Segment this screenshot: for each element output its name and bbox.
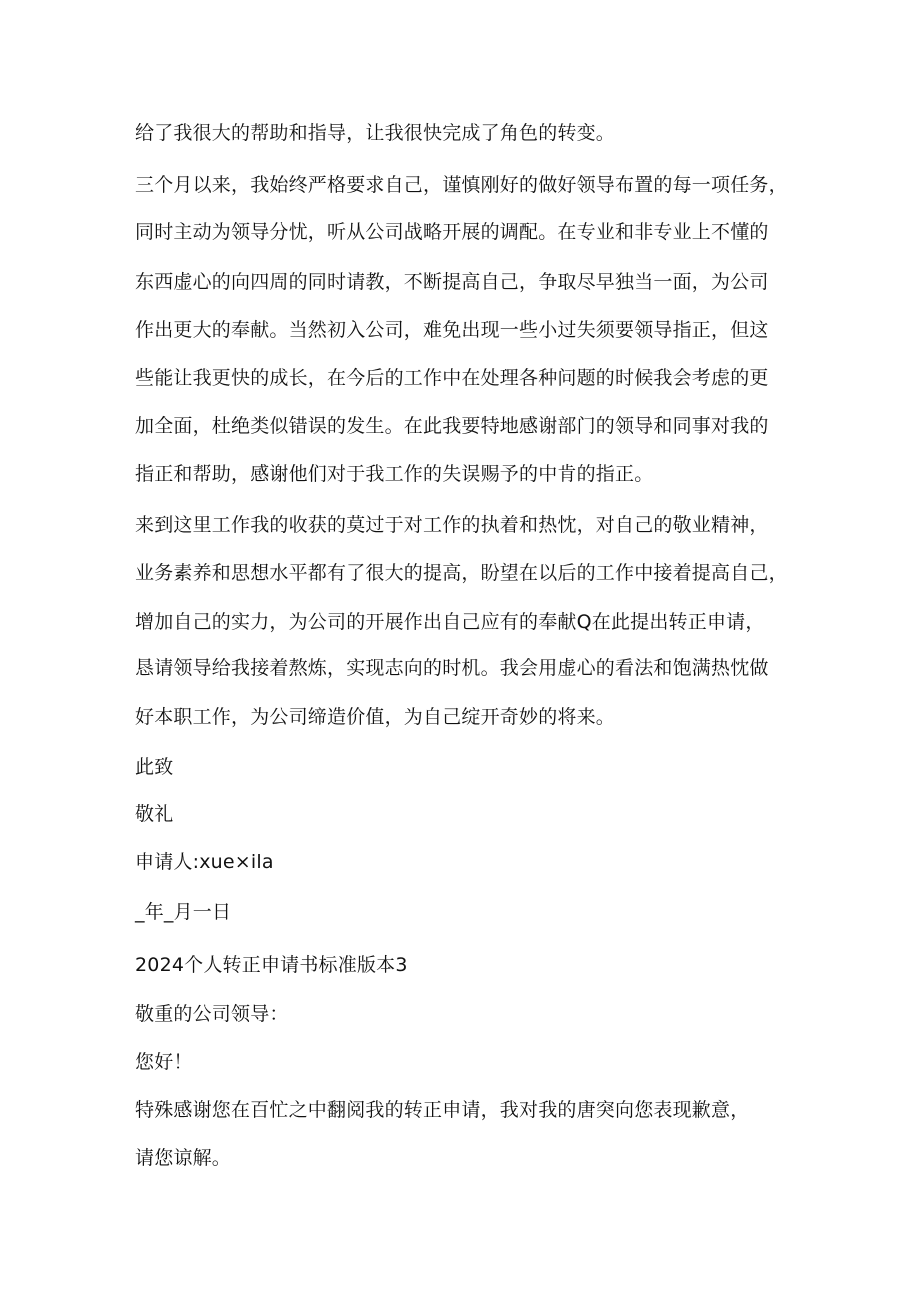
- paragraph-line-3: 同时主动为领导分忧，听从公司战略开展的调配。在专业和非专业上不懂的: [135, 221, 769, 243]
- paragraph-line-11: 增加自己的实力，为公司的开展作出自己应有的奉献Q在此提出转正申请，: [135, 611, 765, 633]
- paragraph-line-13: 好本职工作，为公司缔造价值，为自己绽开奇妙的将来。: [135, 706, 616, 728]
- paragraph-line-9: 来到这里工作我的收获的莫过于对工作的执着和热忱，对自己的敬业精神，: [135, 514, 769, 536]
- paragraph-line-1: 给了我很大的帮助和指导，让我很快完成了角色的转变。: [135, 122, 616, 144]
- paragraph-line-7: 加全面，杜绝类似错误的发生。在此我要特地感谢部门的领导和同事对我的: [135, 415, 769, 437]
- paragraph-line-2: 三个月以来，我始终严格要求自己，谨慎刚好的做好领导布置的每一项任务，: [135, 174, 788, 196]
- paragraph-line-4: 东西虚心的向四周的同时请教，不断提高自己，争取尽早独当一面，为公司: [135, 271, 769, 293]
- greeting-recipient: 敬重的公司领导：: [135, 1003, 289, 1025]
- closing-salutation: 此致: [135, 756, 174, 778]
- paragraph-line-6: 些能让我更快的成长，在今后的工作中在处理各种问题的时候我会考虑的更: [135, 367, 769, 389]
- paragraph-line-12: 恳请领导给我接着熬炼，实现志向的时机。我会用虚心的看法和饱满热忱做: [135, 657, 769, 679]
- greeting-hello: 您好！: [135, 1051, 193, 1073]
- paragraph-line-8: 指正和帮助，感谢他们对于我工作的失误赐予的中肯的指正。: [135, 463, 654, 485]
- paragraph-line-15: 请您谅解。: [135, 1147, 232, 1169]
- paragraph-line-10: 业务素养和思想水平都有了很大的提高，盼望在以后的工作中接着提高自己，: [135, 562, 788, 584]
- paragraph-line-5: 作出更大的奉献。当然初入公司，难免出现一些小过失须要领导指正，但这: [135, 319, 769, 341]
- section-title: 2024个人转正申请书标准版本3: [135, 954, 408, 976]
- paragraph-line-14: 特殊感谢您在百忙之中翻阅我的转正申请，我对我的唐突向您表现歉意，: [135, 1099, 750, 1121]
- closing-regards: 敬礼: [135, 803, 174, 825]
- date-line: _年_月一日: [135, 901, 232, 923]
- applicant-signature: 申请人:xue×ila: [135, 851, 274, 873]
